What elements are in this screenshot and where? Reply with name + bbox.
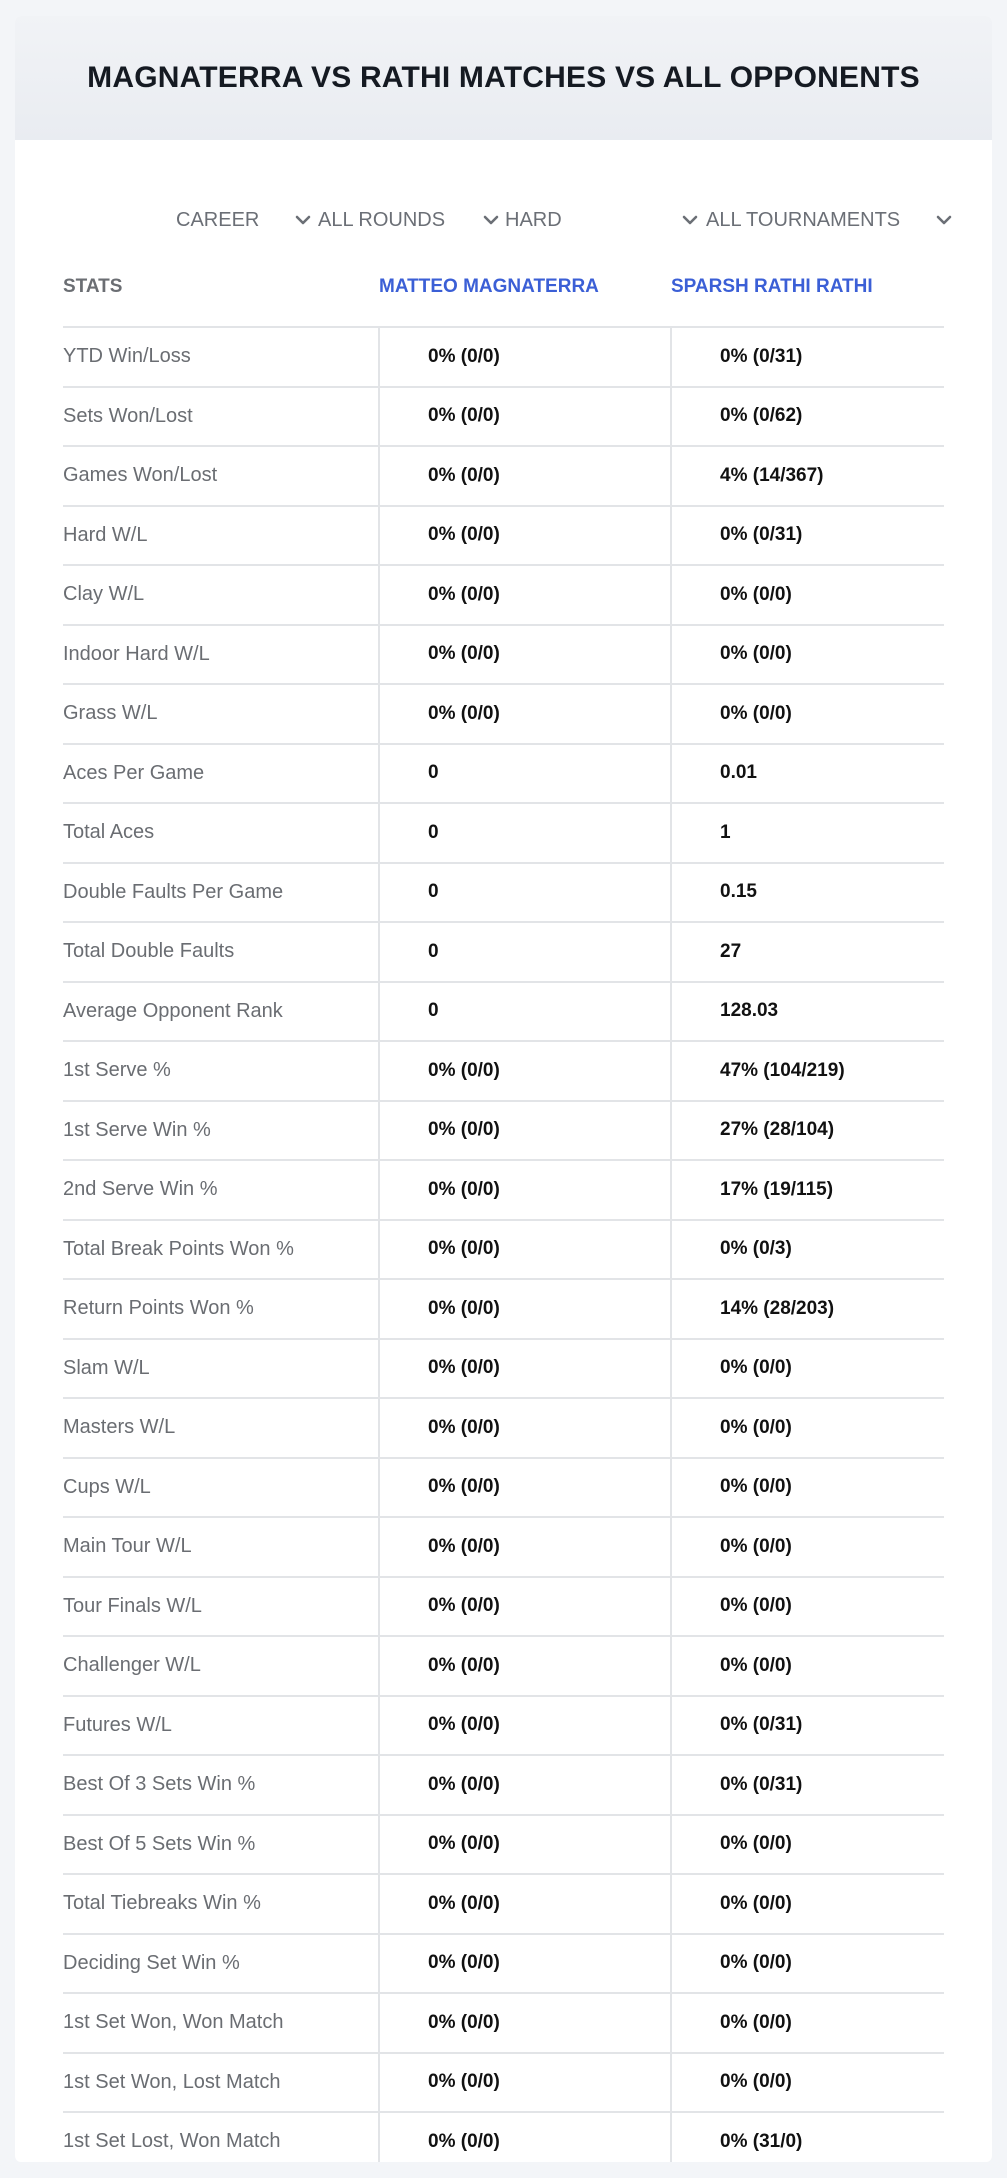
chevron-down-icon xyxy=(482,211,500,229)
stat-label: Best Of 3 Sets Win % xyxy=(63,1755,379,1815)
stat-label: Sets Won/Lost xyxy=(63,387,379,447)
player2-value: 0% (0/0) xyxy=(671,1398,944,1458)
stat-label: Slam W/L xyxy=(63,1339,379,1399)
stat-label: Return Points Won % xyxy=(63,1279,379,1339)
player2-value: 0% (0/0) xyxy=(671,1577,944,1637)
chevron-down-icon xyxy=(681,211,699,229)
rounds-select-value: ALL ROUNDS xyxy=(318,208,446,231)
player1-value: 0% (0/0) xyxy=(379,1636,671,1696)
table-row xyxy=(63,1815,944,1875)
player2-value: 0% (0/0) xyxy=(671,1517,944,1577)
player1-value: 0% (0/0) xyxy=(379,1041,671,1101)
player2-value: 47% (104/219) xyxy=(671,1041,944,1101)
chevron-down-icon xyxy=(294,211,312,229)
player2-value: 0% (0/0) xyxy=(671,1339,944,1399)
player1-value: 0% (0/0) xyxy=(379,1160,671,1220)
player2-value: 0% (0/0) xyxy=(671,1815,944,1875)
player2-value: 0% (0/0) xyxy=(671,1636,944,1696)
player2-column-header[interactable]: SPARSH RATHI RATHI xyxy=(671,248,944,327)
stat-label: Cups W/L xyxy=(63,1458,379,1518)
table-header-row xyxy=(63,248,944,327)
table-row xyxy=(63,2053,944,2113)
period-select[interactable] xyxy=(176,194,312,246)
player1-value: 0% (0/0) xyxy=(379,1815,671,1875)
player1-value: 0% (0/0) xyxy=(379,625,671,685)
player2-value: 0% (0/0) xyxy=(671,1874,944,1934)
table-row xyxy=(63,684,944,744)
period-select-value: CAREER xyxy=(176,208,260,231)
player2-value: 0% (0/0) xyxy=(671,1458,944,1518)
chevron-down-icon xyxy=(935,211,953,229)
stat-label: 1st Set Won, Lost Match xyxy=(63,2053,379,2113)
player1-value: 0% (0/0) xyxy=(379,684,671,744)
stat-label: Main Tour W/L xyxy=(63,1517,379,1577)
surface-select[interactable] xyxy=(505,194,699,246)
table-row xyxy=(63,982,944,1042)
player2-value: 0% (0/0) xyxy=(671,684,944,744)
table-row xyxy=(63,1339,944,1399)
stat-label: Masters W/L xyxy=(63,1398,379,1458)
player1-value: 0% (0/0) xyxy=(379,1220,671,1280)
player1-value: 0% (0/0) xyxy=(379,446,671,506)
player1-value: 0% (0/0) xyxy=(379,1993,671,2053)
rounds-select[interactable] xyxy=(318,194,500,246)
player1-value: 0% (0/0) xyxy=(379,1339,671,1399)
player2-value: 27% (28/104) xyxy=(671,1101,944,1161)
stat-label: Clay W/L xyxy=(63,565,379,625)
table-row xyxy=(63,1934,944,1994)
table-row xyxy=(63,1101,944,1161)
table-row xyxy=(63,1517,944,1577)
player1-column-header[interactable]: MATTEO MAGNATERRA xyxy=(379,248,671,327)
table-row xyxy=(63,446,944,506)
player2-value: 0% (0/31) xyxy=(671,327,944,387)
stat-label: Total Double Faults xyxy=(63,922,379,982)
table-row xyxy=(63,1636,944,1696)
player2-value: 0% (0/0) xyxy=(671,1934,944,1994)
tournaments-select[interactable] xyxy=(706,194,953,246)
player1-value: 0% (0/0) xyxy=(379,1398,671,1458)
stat-label: Double Faults Per Game xyxy=(63,863,379,923)
table-row xyxy=(63,1220,944,1280)
table-row xyxy=(63,1160,944,1220)
player1-value: 0% (0/0) xyxy=(379,1755,671,1815)
stat-label: 1st Set Won, Won Match xyxy=(63,1993,379,2053)
stat-label: Tour Finals W/L xyxy=(63,1577,379,1637)
stats-table-body xyxy=(63,327,944,2162)
stats-card xyxy=(15,16,992,2162)
stat-label: Challenger W/L xyxy=(63,1636,379,1696)
player1-value: 0 xyxy=(379,744,671,804)
stat-label: Total Tiebreaks Win % xyxy=(63,1874,379,1934)
table-row xyxy=(63,863,944,923)
stat-label: Grass W/L xyxy=(63,684,379,744)
stat-label: Aces Per Game xyxy=(63,744,379,804)
player1-value: 0% (0/0) xyxy=(379,506,671,566)
player2-value: 0% (0/3) xyxy=(671,1220,944,1280)
player2-value: 0% (0/0) xyxy=(671,1993,944,2053)
surface-select-value: HARD xyxy=(505,208,562,231)
player2-value: 0.01 xyxy=(671,744,944,804)
player1-value: 0% (0/0) xyxy=(379,1874,671,1934)
player1-value: 0% (0/0) xyxy=(379,1517,671,1577)
stat-label: Futures W/L xyxy=(63,1696,379,1756)
filters-bar xyxy=(15,194,992,246)
player1-value: 0% (0/0) xyxy=(379,565,671,625)
player2-value: 4% (14/367) xyxy=(671,446,944,506)
stat-label: 1st Set Lost, Won Match xyxy=(63,2112,379,2162)
table-row xyxy=(63,1993,944,2053)
table-row xyxy=(63,1755,944,1815)
stat-label: Indoor Hard W/L xyxy=(63,625,379,685)
player2-value: 0.15 xyxy=(671,863,944,923)
player1-value: 0% (0/0) xyxy=(379,1101,671,1161)
table-row xyxy=(63,803,944,863)
player2-value: 0% (0/0) xyxy=(671,565,944,625)
player1-value: 0 xyxy=(379,982,671,1042)
tournaments-select-value: ALL TOURNAMENTS xyxy=(706,208,901,231)
stats-column-header: STATS xyxy=(63,248,379,327)
table-row xyxy=(63,1279,944,1339)
table-row xyxy=(63,1696,944,1756)
player1-value: 0% (0/0) xyxy=(379,2112,671,2162)
player1-value: 0% (0/0) xyxy=(379,1577,671,1637)
table-row xyxy=(63,625,944,685)
stat-label: 1st Serve % xyxy=(63,1041,379,1101)
player1-value: 0% (0/0) xyxy=(379,327,671,387)
stat-label: Total Break Points Won % xyxy=(63,1220,379,1280)
stat-label: Average Opponent Rank xyxy=(63,982,379,1042)
player1-value: 0 xyxy=(379,922,671,982)
player1-value: 0% (0/0) xyxy=(379,1279,671,1339)
stat-label: Best Of 5 Sets Win % xyxy=(63,1815,379,1875)
player1-value: 0% (0/0) xyxy=(379,387,671,447)
table-row xyxy=(63,1577,944,1637)
player1-value: 0% (0/0) xyxy=(379,1696,671,1756)
player2-value: 17% (19/115) xyxy=(671,1160,944,1220)
table-row xyxy=(63,506,944,566)
stat-label: Deciding Set Win % xyxy=(63,1934,379,1994)
table-row xyxy=(63,1398,944,1458)
player1-value: 0% (0/0) xyxy=(379,1934,671,1994)
stat-label: Games Won/Lost xyxy=(63,446,379,506)
table-row xyxy=(63,327,944,387)
stat-label: 2nd Serve Win % xyxy=(63,1160,379,1220)
stat-label: 1st Serve Win % xyxy=(63,1101,379,1161)
player1-value: 0% (0/0) xyxy=(379,1458,671,1518)
stat-label: Total Aces xyxy=(63,803,379,863)
player2-value: 0% (31/0) xyxy=(671,2112,944,2162)
table-row xyxy=(63,387,944,447)
stat-label: YTD Win/Loss xyxy=(63,327,379,387)
table-row xyxy=(63,1874,944,1934)
table-row xyxy=(63,1041,944,1101)
player1-value: 0 xyxy=(379,803,671,863)
player2-value: 0% (0/31) xyxy=(671,1696,944,1756)
table-row xyxy=(63,565,944,625)
player2-value: 128.03 xyxy=(671,982,944,1042)
table-row xyxy=(63,922,944,982)
page-header xyxy=(15,16,992,140)
player2-value: 0% (0/31) xyxy=(671,1755,944,1815)
page-title: MAGNATERRA VS RATHI MATCHES VS ALL OPPONENTS xyxy=(87,61,920,94)
player1-value: 0% (0/0) xyxy=(379,2053,671,2113)
stat-label: Hard W/L xyxy=(63,506,379,566)
table-row xyxy=(63,2112,944,2162)
player2-value: 0% (0/0) xyxy=(671,625,944,685)
player2-value: 0% (0/62) xyxy=(671,387,944,447)
player2-value: 1 xyxy=(671,803,944,863)
player2-value: 27 xyxy=(671,922,944,982)
player2-value: 0% (0/0) xyxy=(671,2053,944,2113)
stats-table xyxy=(63,248,944,2162)
player2-value: 0% (0/31) xyxy=(671,506,944,566)
table-row xyxy=(63,1458,944,1518)
table-row xyxy=(63,744,944,804)
player2-value: 14% (28/203) xyxy=(671,1279,944,1339)
player1-value: 0 xyxy=(379,863,671,923)
